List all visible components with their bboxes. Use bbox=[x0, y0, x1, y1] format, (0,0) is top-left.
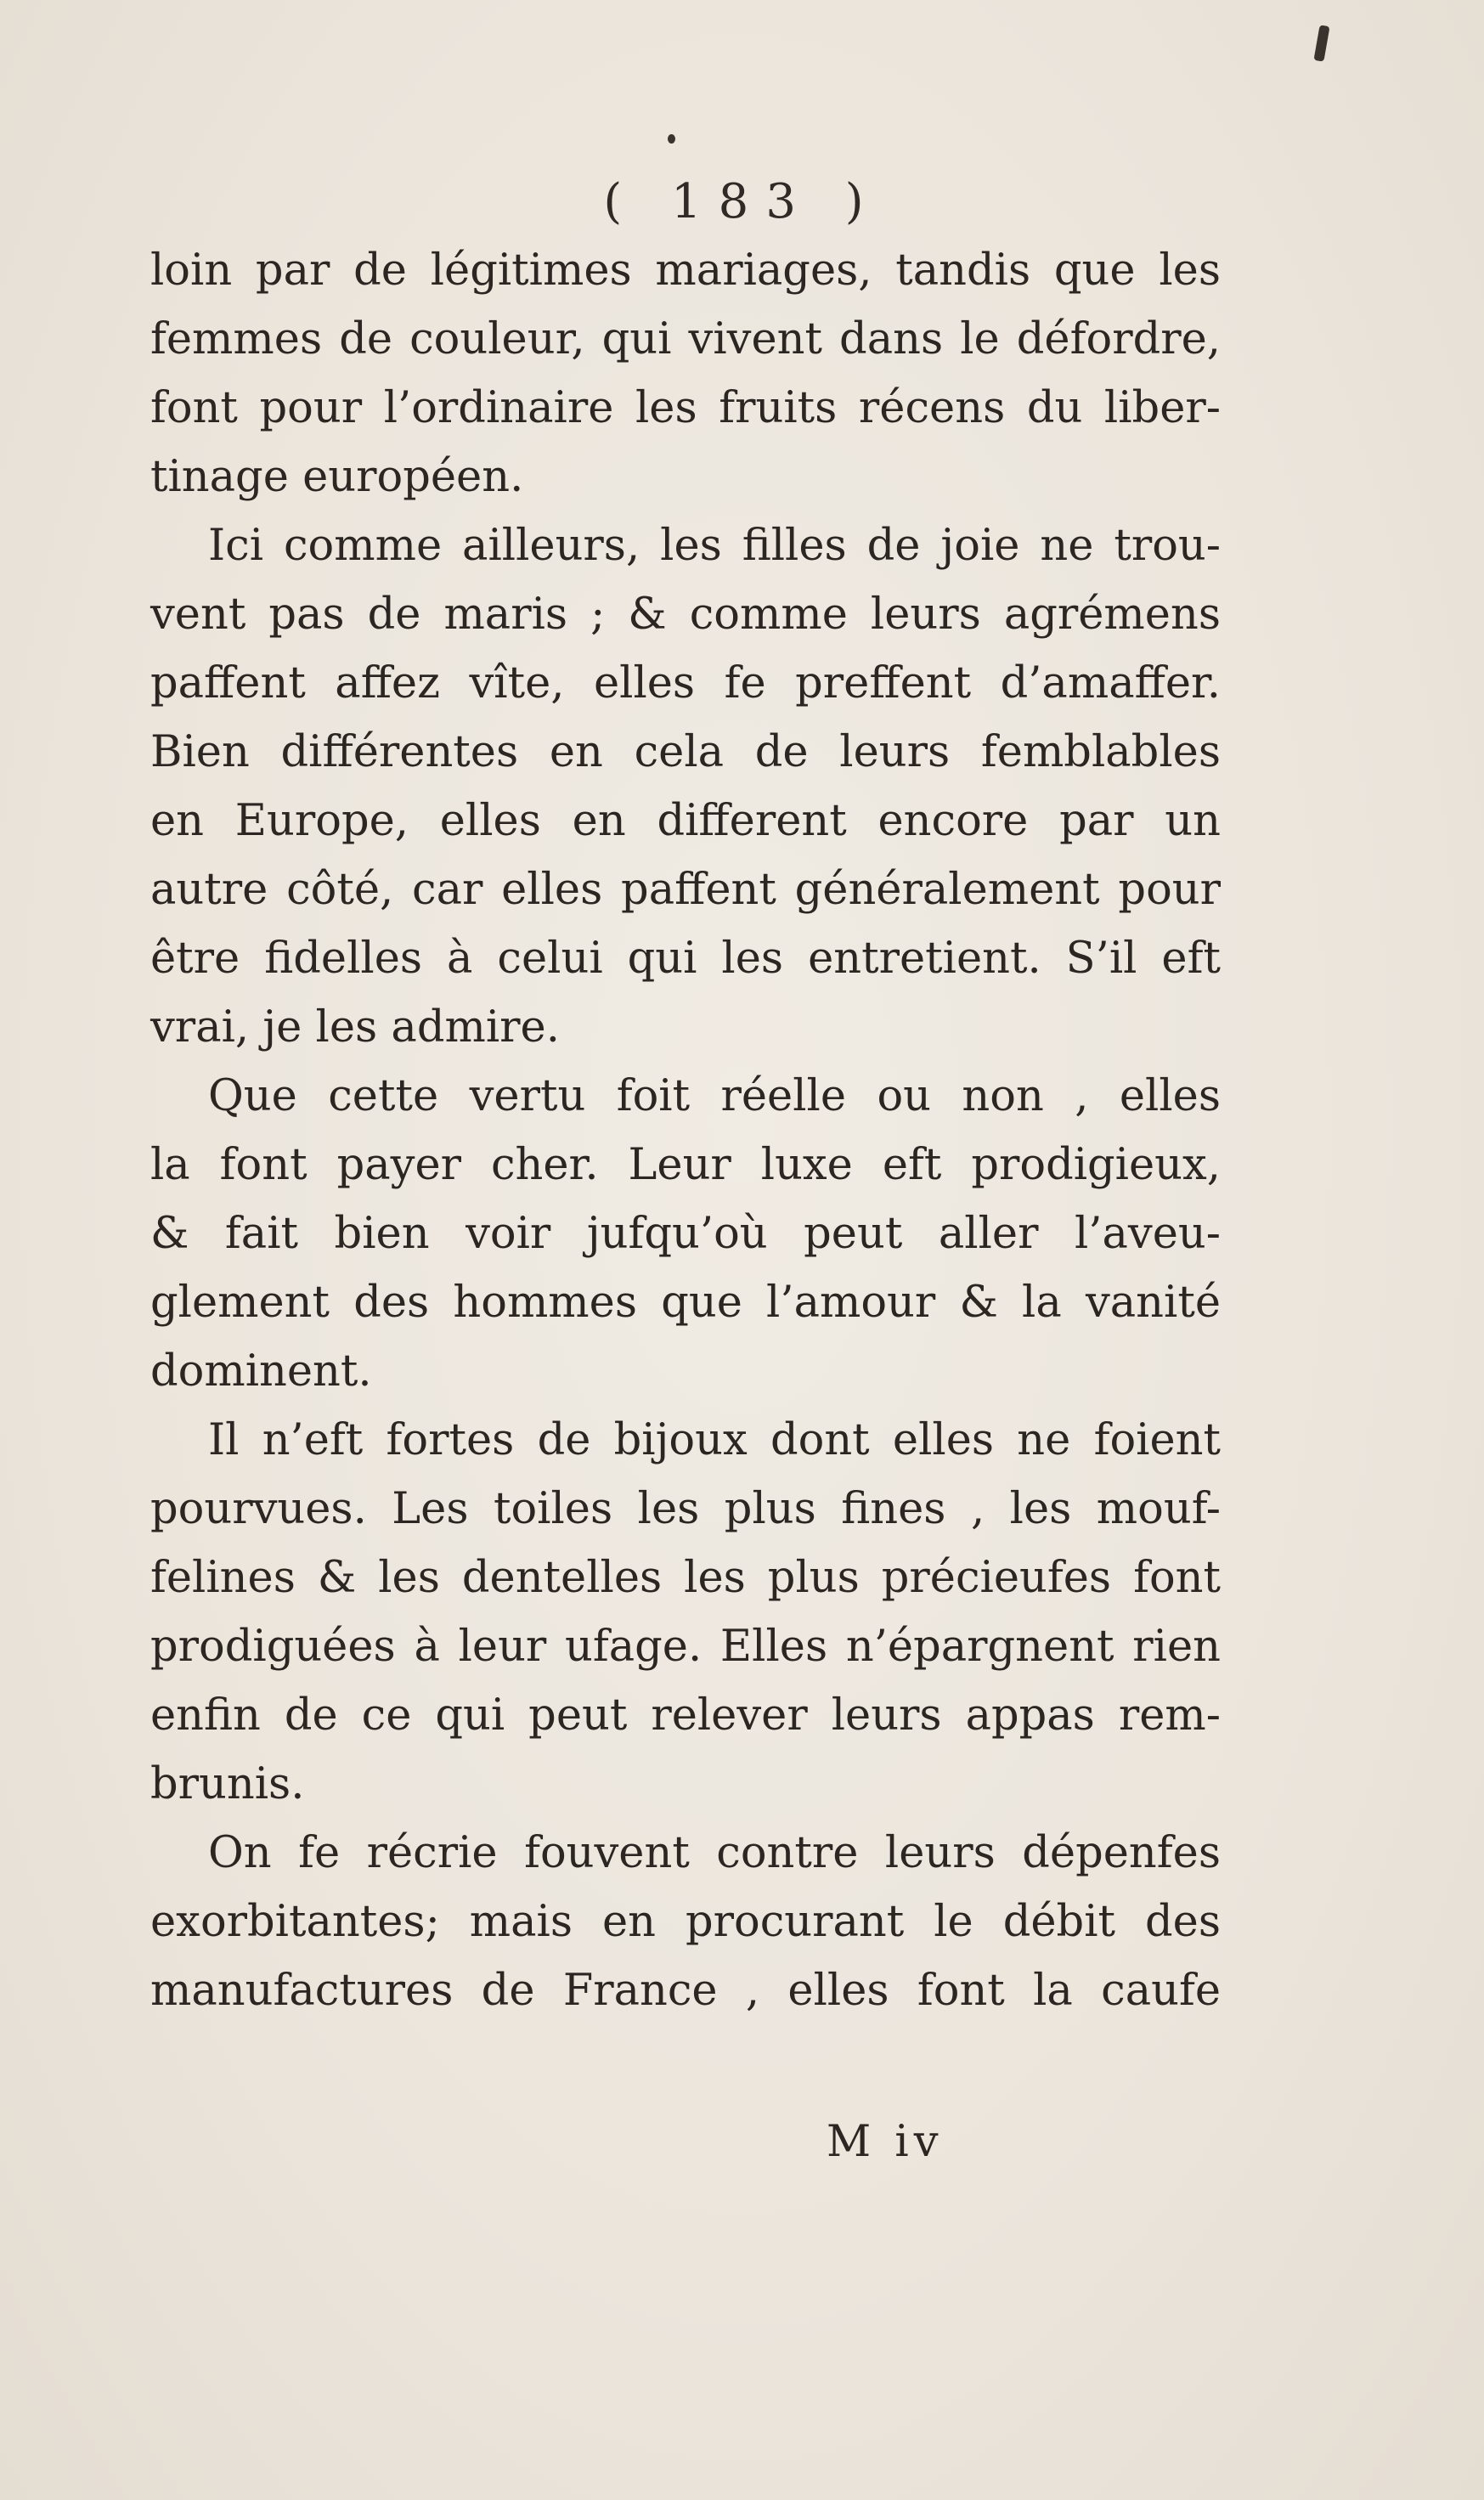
text-line: exorbitantes; mais en procurant le débit des bbox=[150, 1897, 1221, 1947]
text-line: On fe récrie fouvent contre leurs dépenfes bbox=[208, 1828, 1221, 1878]
text-line: manufactures de France , elles font la caufe bbox=[150, 1966, 1221, 2016]
text-line: & fait bien voir jufqu’où peut aller l’aveu- bbox=[150, 1209, 1221, 1259]
text-line: Il n’eft fortes de bijoux dont elles ne foient bbox=[208, 1415, 1221, 1465]
text-line: Que cette vertu foit réelle ou non , elles bbox=[208, 1071, 1221, 1121]
text-line: Ici comme ailleurs, les filles de joie ne trou- bbox=[208, 521, 1221, 571]
ink-speck-top bbox=[668, 134, 675, 144]
text-line: être fidelles à celui qui les entretient. S’il eft bbox=[150, 934, 1221, 984]
text-line: Bien différentes en cela de leurs femblables bbox=[150, 727, 1221, 777]
text-line: pourvues. Les toiles les plus fines , les mouf- bbox=[150, 1484, 1221, 1534]
text-line: en Europe, elles en different encore par un bbox=[150, 796, 1221, 846]
text-line: glement des hommes que l’amour & la vanité bbox=[150, 1278, 1221, 1328]
body-text bbox=[150, 236, 1221, 2025]
text-line: autre côté, car elles paffent généralement pour bbox=[150, 865, 1221, 915]
text-line: prodiguées à leur ufage. Elles n’épargnent rien bbox=[150, 1622, 1221, 1672]
text-line: brunis. bbox=[150, 1759, 305, 1809]
text-line: vrai, je les admire. bbox=[150, 1002, 560, 1052]
text-line: dominent. bbox=[150, 1346, 372, 1397]
text-line: tinage européen. bbox=[150, 452, 524, 502]
signature-mark: M iv bbox=[827, 2117, 944, 2167]
text-line: paffent affez vîte, elles fe preffent d’amaffer. bbox=[150, 658, 1221, 708]
text-line: enfin de ce qui peut relever leurs appas rem- bbox=[150, 1690, 1221, 1741]
text-line: loin par de légitimes mariages, tandis que les bbox=[150, 245, 1221, 296]
text-line: la font payer cher. Leur luxe eft prodigieux, bbox=[150, 1140, 1221, 1190]
text-line: femmes de couleur, qui vivent dans le défordre, bbox=[150, 314, 1221, 364]
ink-mark-corner bbox=[1313, 25, 1329, 61]
page-number: ( 183 ) bbox=[603, 174, 881, 229]
text-line: felines & les dentelles les plus précieufes font bbox=[150, 1553, 1221, 1603]
text-line: vent pas de maris ; & comme leurs agrémens bbox=[150, 590, 1221, 640]
text-line: font pour l’ordinaire les fruits récens du liber- bbox=[150, 383, 1221, 433]
